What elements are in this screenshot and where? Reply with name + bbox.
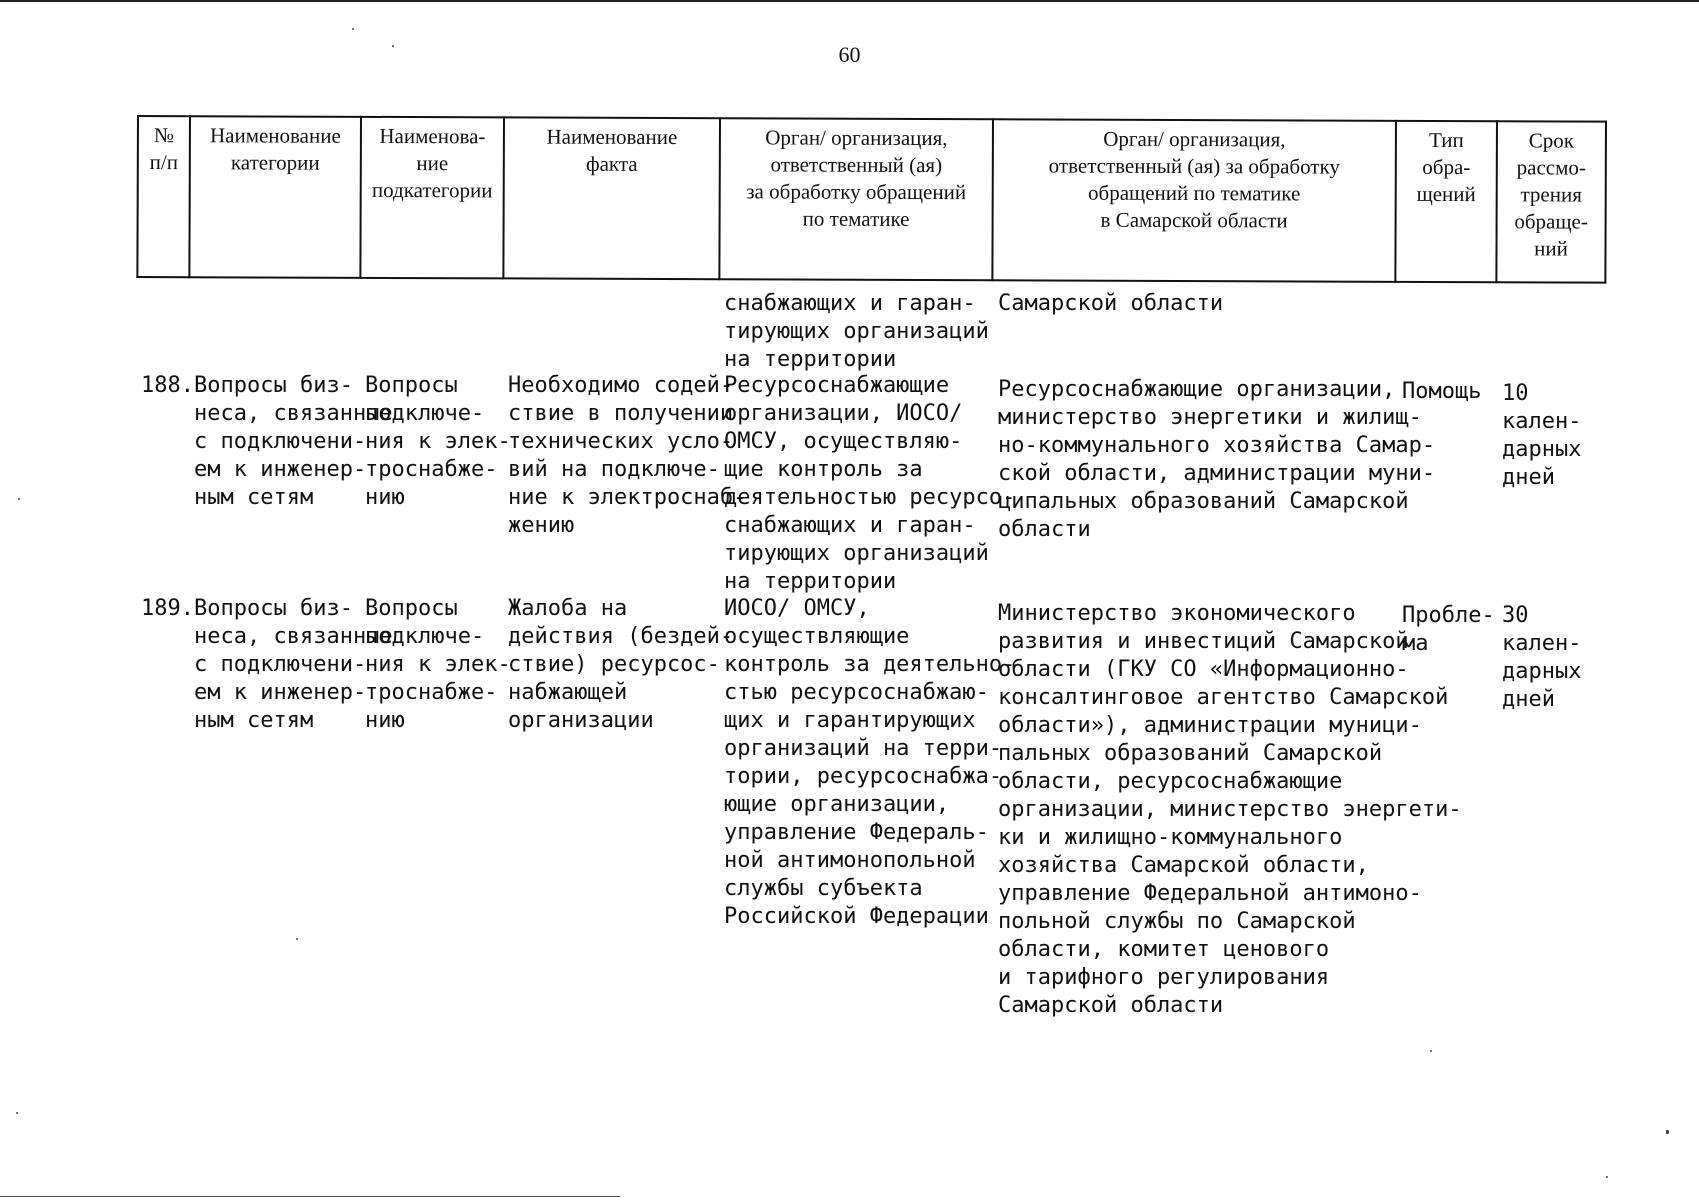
scan-speck [18, 498, 20, 500]
term-cell: 30 кален- дарных дней [1502, 603, 1582, 712]
bottom-scan-edge [0, 1196, 620, 1197]
header-fact: Наименование факта [503, 117, 720, 279]
header-term: Срок рассмо- трения обраще- ний [1496, 121, 1606, 282]
category-cell: Вопросы биз- неса, связанные с подключени- ем к инженер- ным сетям [194, 373, 393, 510]
continuation-organ: снабжающих и гаран- тирующих организаций на территории [724, 291, 989, 372]
organ-cell: ИОСО/ ОМСУ, осуществляющие контроль за деятельно- стью ресурсоснабжаю- щих и гарантирующих организаций на терри- тории, ресурсоснабжа- ющие организации, управление Федераль- ной антимонопольной службы субъекта Российской Федерации [724, 596, 1016, 929]
subcategory-cell: Вопросы подключе- ния к элек- троснабже- нию [365, 373, 511, 510]
category-cell: Вопросы биз- неса, связанные с подключени- ем к инженер- ным сетям [194, 596, 393, 733]
scan-speck [1606, 1176, 1608, 1178]
scan-speck [296, 938, 298, 940]
header-category: Наименование категории [189, 116, 361, 278]
row-number: 188. [141, 373, 194, 398]
scan-speck [1666, 1130, 1669, 1134]
row-number: 189. [141, 596, 194, 621]
continuation-organ-region: Самарской области [998, 291, 1224, 316]
header-num: № п/п [137, 116, 190, 277]
table-header [136, 115, 1607, 284]
type-cell: Пробле- ма [1402, 603, 1495, 656]
scan-speck [352, 28, 354, 30]
subcategory-cell: Вопросы подключе- ния к элек- троснабже- нию [365, 596, 511, 733]
term-cell: 10 кален- дарных дней [1502, 381, 1582, 490]
type-cell: Помощь [1402, 379, 1482, 404]
header-type: Тип обра- щений [1395, 121, 1497, 282]
header-organ-region: Орган/ организация, ответственный (ая) за обработку обращений по тематике в Самарской области [992, 119, 1396, 282]
scan-speck [16, 1112, 18, 1114]
header-organ: Орган/ организация, ответственный (ая) за обработку обращений по тематике [719, 118, 993, 280]
header-subcategory: Наименова- ние подкатегории [360, 117, 504, 279]
fact-cell: Необходимо содей- ствие в получении технических усло- вий на подключе- ние к электроснаб- жению [508, 373, 747, 538]
scan-speck [1430, 1050, 1432, 1052]
page-number: 60 [838, 42, 861, 67]
fact-cell: Жалоба на действия (бездей- ствие) ресурсос- набжающей организации [508, 596, 734, 733]
scan-speck [392, 45, 394, 47]
organ-region-cell: Ресурсоснабжающие организации, министерство энергетики и жилищ- но-коммунального хозяйства Самар- ской области, администрации муни- ципальных образований Самарской области [998, 377, 1436, 542]
organ-cell: Ресурсоснабжающие организации, ИОСО/ ОМСУ, осуществляю- щие контроль за деятельностью ресурсо- снабжающих и гаран- тирующих организаций на территории [724, 373, 1016, 594]
top-scan-edge [0, 0, 1699, 2]
organ-region-cell: Министерство экономического развития и инвестиций Самарской области (ГКУ СО «Информационно- консалтинговое агентство Самарской области»), администрации муници- пальных образований Самарской области, ресурсоснабжающие организации, министерство энергети- ки и жилищно-коммунального хозяйства Самарской области, управление Федеральной антимоно- польной службы по Самарской области, комитет ценового и тарифного регулирования Самарской области [998, 601, 1462, 1018]
